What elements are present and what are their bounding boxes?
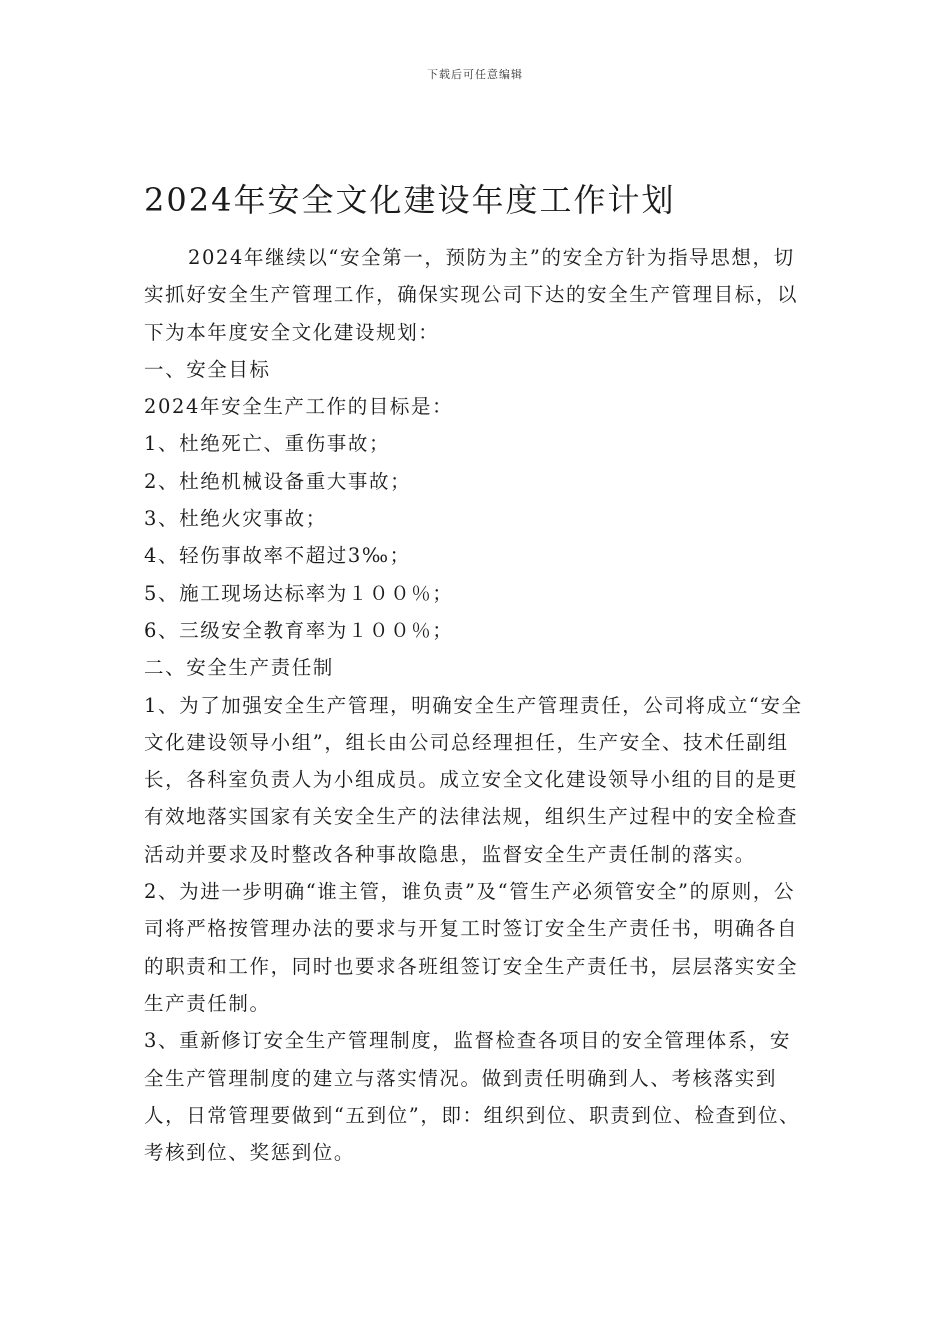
list-item: 1、杜绝死亡、重伤事故； bbox=[144, 432, 391, 456]
header-note: 下载后可任意编辑 bbox=[427, 68, 523, 81]
list-item: 4、轻伤事故率不超过3‰； bbox=[144, 544, 411, 568]
list-item: 6、三级安全教育率为１００％； bbox=[144, 618, 454, 642]
list-item: 3、杜绝火灾事故； bbox=[144, 507, 327, 531]
list-item: 2、为进一步明确“谁主管，谁负责”及“管生产必须管安全”的原则，公司将严格按管理办法的要求与开复工时签订安全生产责任书，明确各自的职责和工作，同时也要求各班组签订安全生产责任书，层层落实安全生产责任制。 bbox=[144, 880, 799, 1015]
paragraph: 2024年继续以“安全第一，预防为主”的安全方针为指导思想，切实抓好安全生产管理工作，确保实现公司下达的安全生产管理目标，以下为本年度安全文化建设规划： bbox=[144, 246, 799, 344]
document-title: 2024年安全文化建设年度工作计划 bbox=[144, 181, 676, 219]
list-item: 2、杜绝机械设备重大事故； bbox=[144, 469, 412, 493]
list-item: 3、重新修订安全生产管理制度，监督检查各项目的安全管理体系，安全生产管理制度的建立与落实情况。做到责任明确到人、考核落实到人，日常管理要做到“五到位”，即：组织到位、职责到位、检查到位、考核到位、奖惩到位。 bbox=[144, 1029, 801, 1165]
list-item: 1、为了加强安全生产管理，明确安全生产管理责任，公司将成立“安全文化建设领导小组”，组长由公司总经理担任，生产安全、技术任副组长，各科室负责人为小组成员。成立安全文化建设领导小组的目的是更有效地落实国家有关安全生产的法律法规，组织生产过程中的安全检查活动并要求及时整改各种事故隐患，监督安全生产责任制的落实。 bbox=[144, 693, 803, 866]
section-heading: 一、安全目标 bbox=[144, 357, 271, 381]
list-item: 5、施工现场达标率为１００％； bbox=[144, 581, 454, 605]
document-body bbox=[144, 239, 812, 1171]
paragraph: 2024年安全生产工作的目标是： bbox=[144, 395, 454, 419]
section-heading: 二、安全生产责任制 bbox=[144, 656, 334, 680]
